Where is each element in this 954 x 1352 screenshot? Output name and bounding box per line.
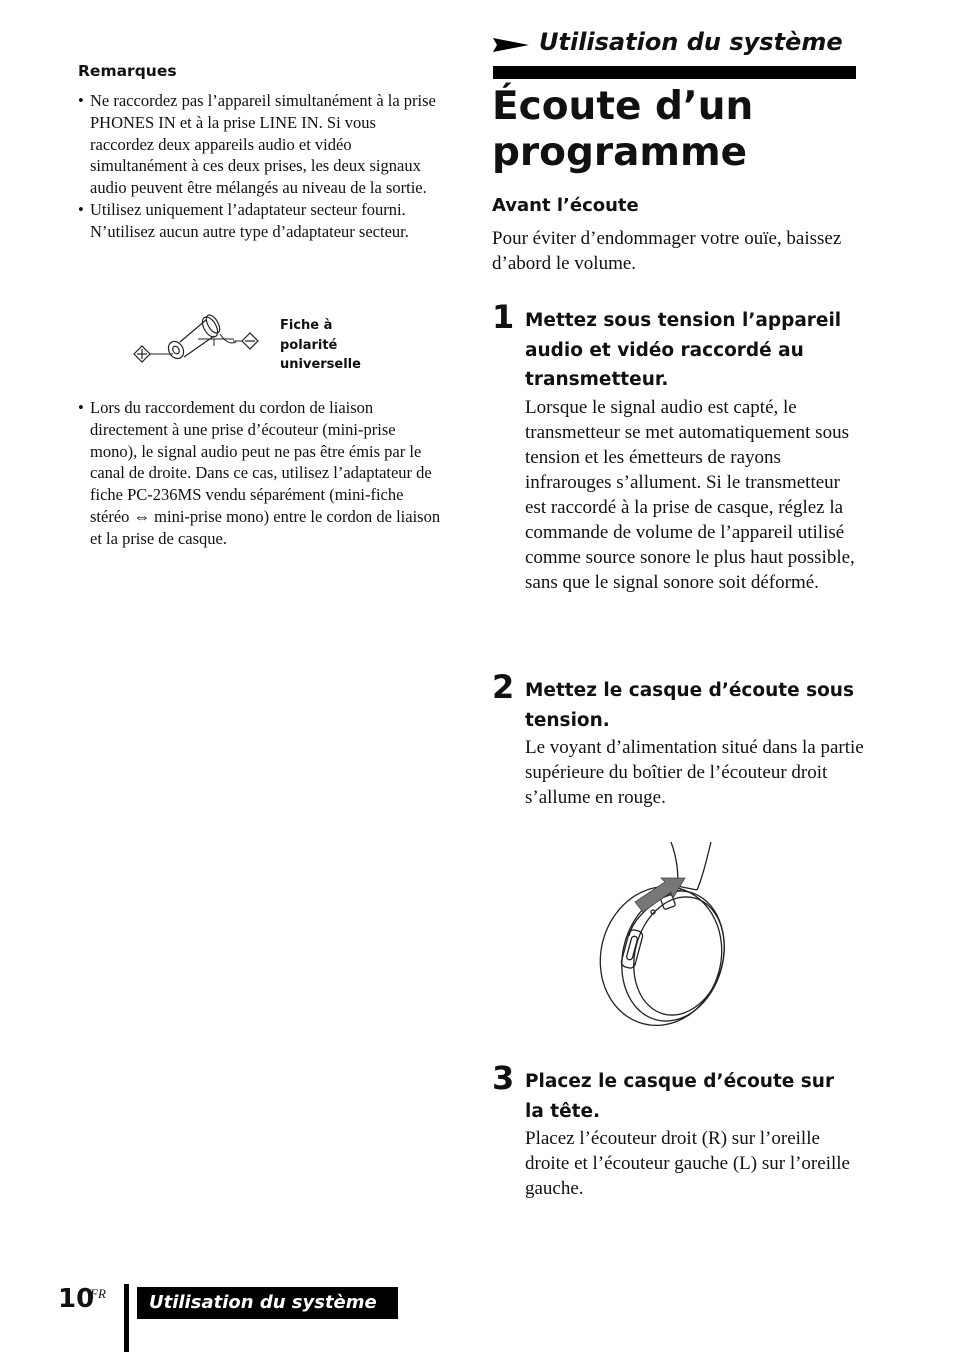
before-heading: Avant l’écoute (492, 195, 639, 216)
remarks-list-continued (78, 397, 443, 550)
plug-caption (280, 316, 361, 375)
remark-text: Ne raccordez pas l’appareil simultanément à la prise PHONES IN et à la prise LINE IN. Si vous raccordez deux appareils audio et vidéo simultanément à ces deux prises, les deux signaux audio peuvent être mélangés au niveau de la sortie. (90, 91, 436, 198)
list-item: • Lors du raccordement du cordon de liaison directement à une prise d’écouteur (mini-prise mono), le signal audio peut ne pas être émis par le canal de droite. Dans ce cas, utilisez l’adaptateur de fiche PC-236MS vendu séparément (mini-fiche stéréo ⇔ mini-prise mono) entre le cordon de liaison et la prise de casque. (78, 398, 441, 548)
footer-section-label: Utilisation du système (137, 1287, 398, 1319)
polarity-plug-illustration (128, 306, 268, 376)
remarks-list (78, 90, 443, 243)
caption-line: Fiche à (280, 318, 333, 333)
remark-text: Lors du raccordement du cordon de liaison directement à une prise d’écouteur (mini-prise mono), le signal audio peut ne pas être émis par le canal de droite. Dans ce cas, utilisez l’adaptateur de fiche PC-236MS vendu séparément (mini-fiche stéréo ⇔ mini-prise mono) entre le cordon de liaison et la prise de casque. (90, 398, 441, 548)
before-text: Pour éviter d’endommager votre ouïe, baissez d’abord le volume. (492, 228, 842, 274)
step-number: 2 (492, 668, 515, 706)
step-title: Placez le casque d’écoute sur la tête. (525, 1071, 835, 1122)
headphone-earcup-illustration (585, 838, 735, 1033)
page-language-suffix: FR (90, 1286, 106, 1301)
step-number: 1 (492, 298, 515, 336)
step-number: 3 (492, 1059, 515, 1097)
arrow-right-icon (493, 36, 529, 54)
plus-symbol-icon (134, 346, 150, 362)
step-body: Placez l’écouteur droit (R) sur l’oreille droite et l’écouteur gauche (L) sur l’oreille gauche. (525, 1128, 850, 1199)
footer-divider (124, 1284, 129, 1352)
remarks-heading: Remarques (78, 62, 177, 80)
caption-line: polarité (280, 337, 338, 353)
remark-text: Utilisez uniquement l’adaptateur secteur fourni. N’utilisez aucun autre type d’adaptateur secteur. (90, 199, 409, 241)
step-body: Le voyant d’alimentation situé dans la partie supérieure du boîtier de l’écouteur droit s’allume en rouge. (525, 737, 864, 808)
step-title: Mettez le casque d’écoute sous tension. (525, 680, 854, 731)
page-title: Écoute d’un programme (492, 84, 754, 175)
step-title: Mettez sous tension l’appareil audio et vidéo raccordé au transmetteur. (525, 310, 842, 390)
minus-symbol-icon (242, 333, 258, 349)
section-title: Utilisation du système (539, 28, 843, 56)
list-item: • Ne raccordez pas l’appareil simultanément à la prise PHONES IN et à la prise LINE IN. Si vous raccordez deux appareils audio et vidéo simultanément à ces deux prises, les deux signaux audio peuvent être mélangés au niveau de la sortie. (78, 91, 436, 198)
page-number: 10 (58, 1284, 95, 1314)
step-body: Lorsque le signal audio est capté, le transmetteur se met automatiquement sous tension et les émetteurs de rayons infrarouges s’allument. Si le transmetteur est raccordé à la prise de casque, réglez la commande de volume de l’appareil utilisé comme source sonore le plus haut possible, sans que le signal sonore soit déformé. (525, 397, 855, 593)
caption-line: universelle (280, 357, 361, 372)
section-rule (493, 66, 856, 79)
list-item: • Utilisez uniquement l’adaptateur secteur fourni. N’utilisez aucun autre type d’adaptateur secteur. (78, 199, 409, 241)
